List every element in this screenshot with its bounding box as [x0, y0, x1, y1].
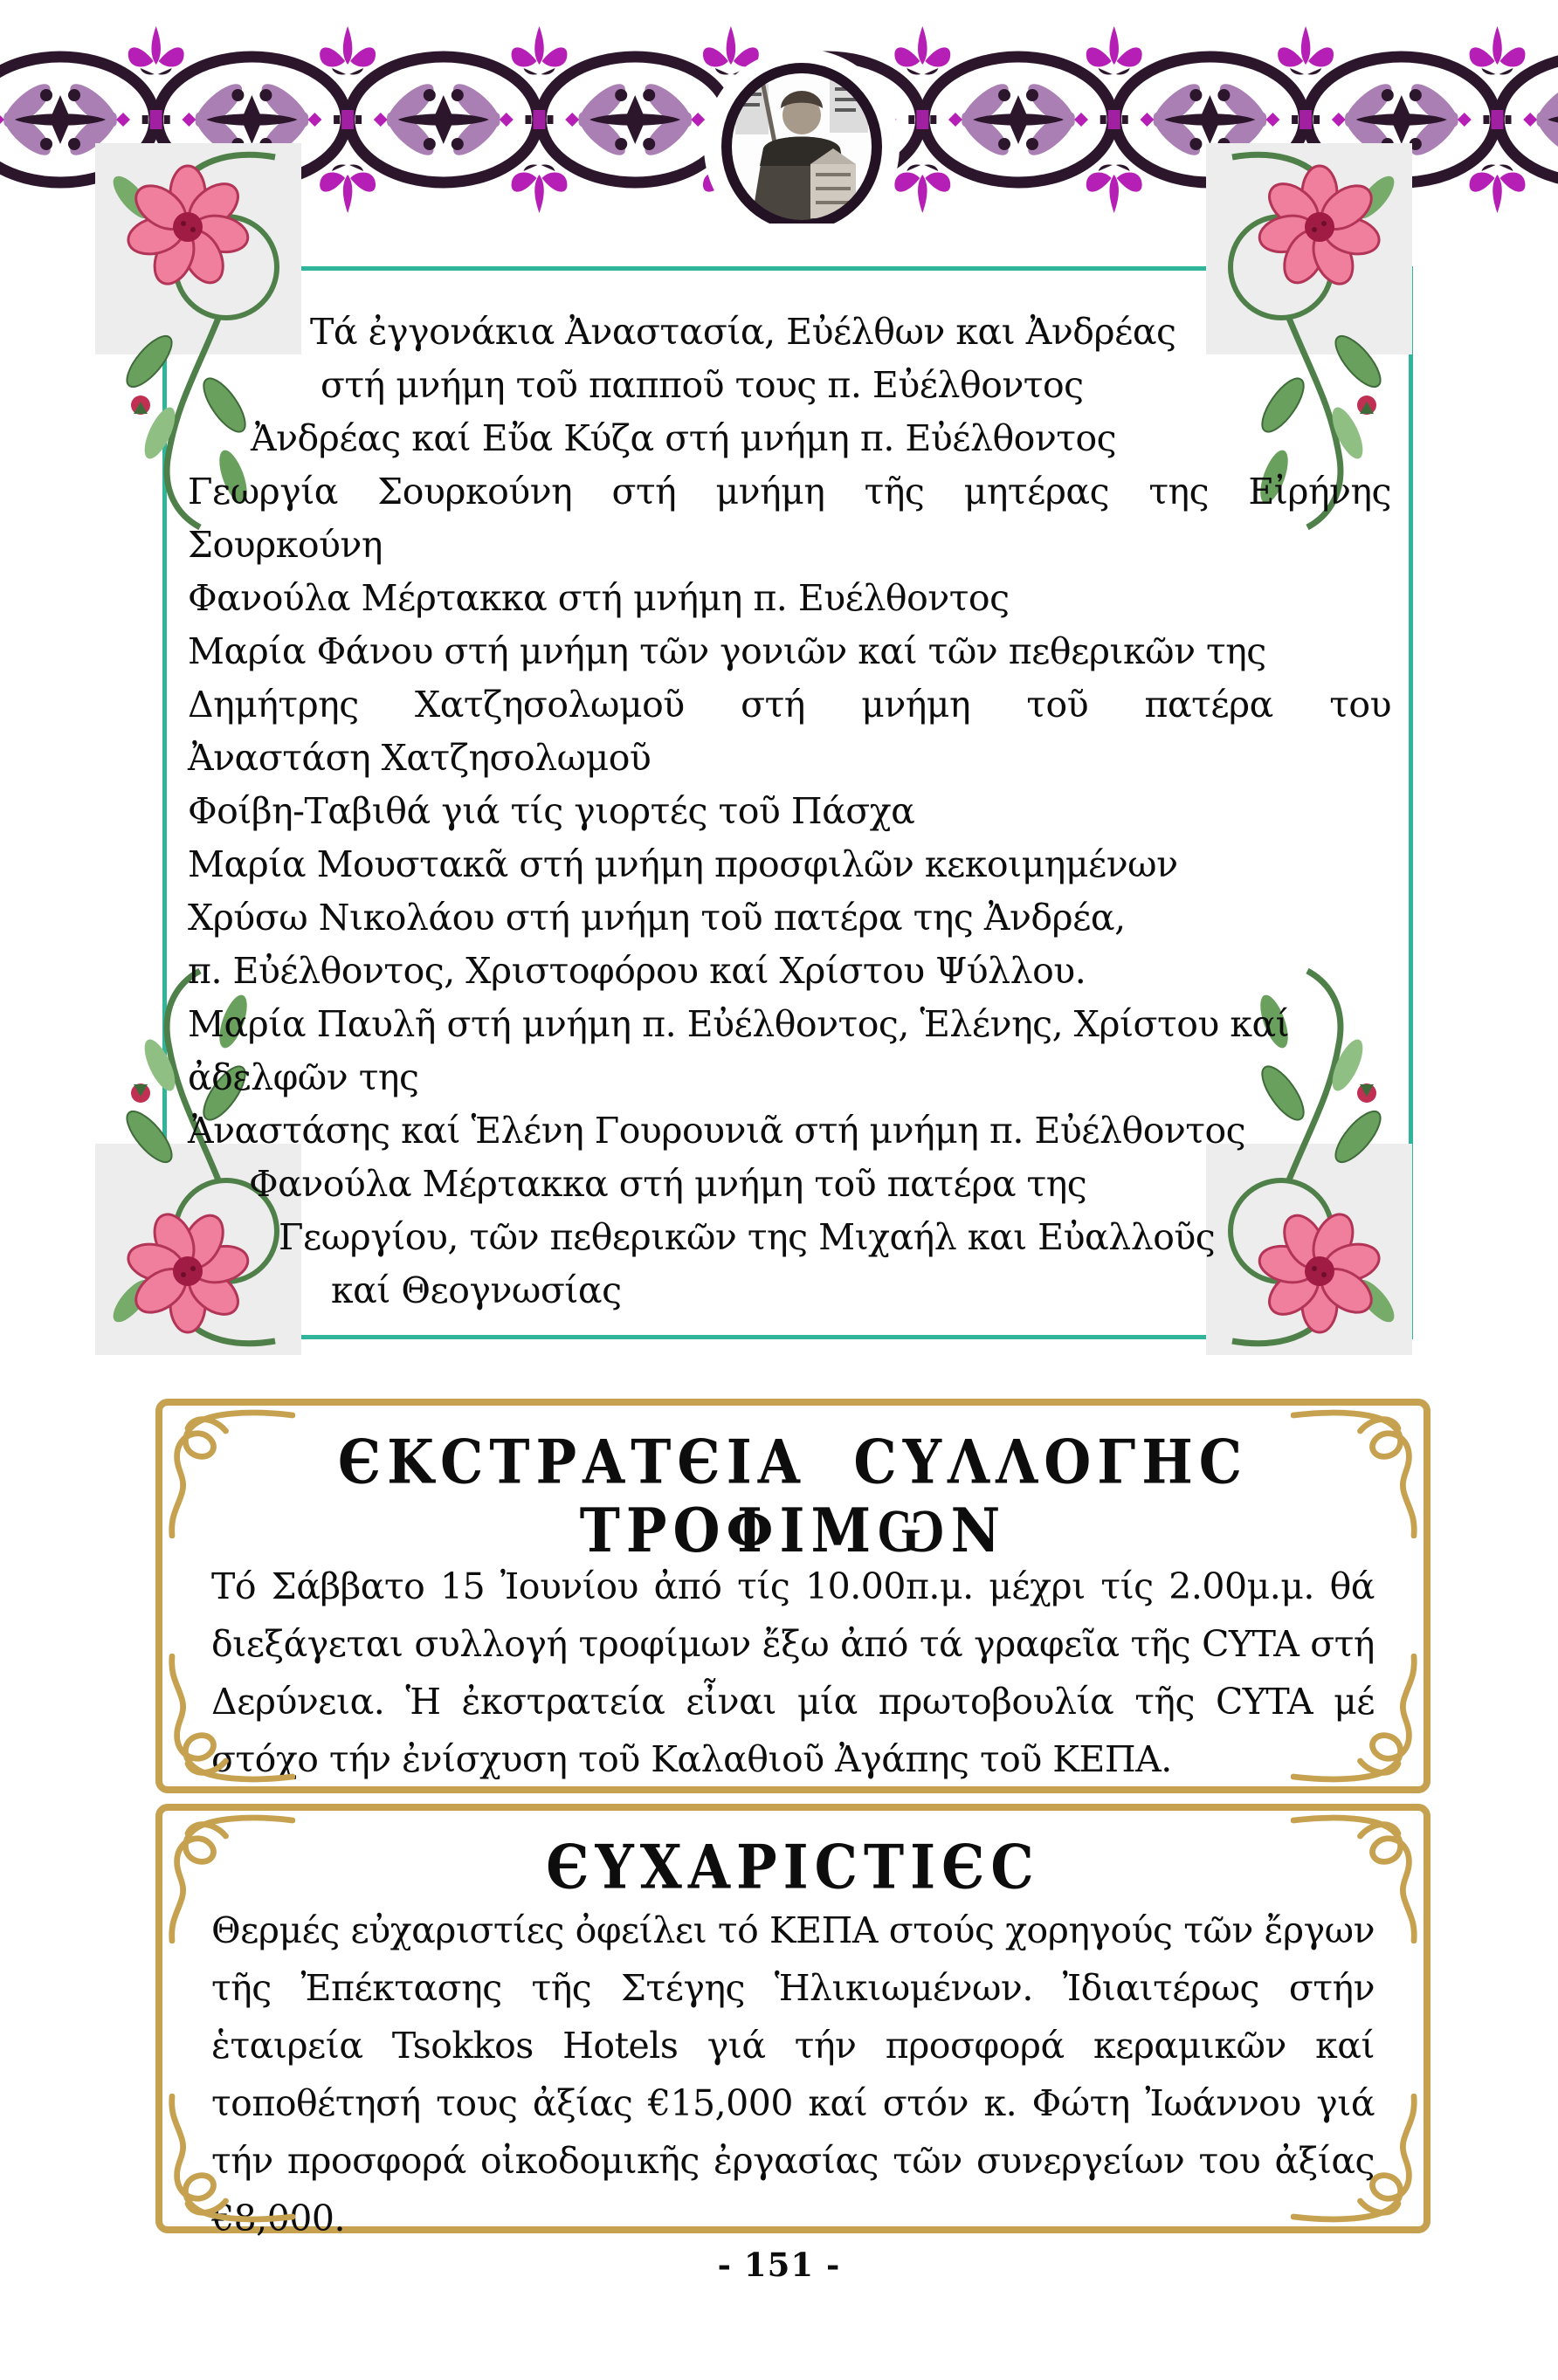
memorial-line: Μαρία Μουστακᾶ στή μνήμη προσφιλῶν κεκοιμημένων — [188, 843, 1178, 885]
memorial-box — [162, 266, 1413, 1339]
memorial-line: π. Εὐέλθοντος, Χριστοφόρου καί Χρίστου Ψύλλου. — [188, 950, 1086, 992]
thanks-box — [155, 1804, 1430, 2239]
memorial-line: Γεωργία Σουρκούνη στή μνήμη τῆς μητέρας της Εἰρήνης — [188, 471, 1391, 512]
memorial-line: Μαρία Φάνου στή μνήμη τῶν γονιῶν καί τῶν πεθερικῶν της — [188, 630, 1266, 672]
memorial-line: Ἀναστάσης καί Ἑλένη Γουρουνιᾶ στή μνήμη π. Εὐέλθοντος — [188, 1110, 1246, 1152]
page-number: - 151 - — [717, 2246, 841, 2284]
memorial-line: ἀδελφῶν της — [188, 1056, 419, 1098]
thanks-body-text: Θερμές εὐχαριστίες ὀφείλει τό ΚΕΠΑ στούς χορηγούς τῶν ἔργων τῆς Ἐπέκτασης τῆς Στέγης Ἡλικιωμένων. Ἰδιαιτέρως στήν ἑταιρεία Tsokkos Hotels γιά τήν προσφορά κεραμικῶν καί τοποθέτησή τους ἀξίας €15,000 καί στόν κ. Φώτη Ἰωάννου γιά τήν προσφορά οἰκοδομικῆς ἐργασίας τῶν συνεργείων του ἀξίας €8,000. — [211, 1909, 1375, 2239]
memorial-line: Γεωργίου, τῶν πεθερικῶν της Μιχαήλ και Εὐαλλοῦς — [279, 1216, 1216, 1258]
memorial-lines — [167, 271, 1409, 1317]
thanks-title: ЄΥΧΑΡΙCΤΙЄC — [546, 1831, 1040, 1903]
memorial-line: Χρύσω Νικολάου στή μνήμη τοῦ πατέρα της Ἀνδρέα, — [188, 897, 1126, 939]
memorial-line: Ἀνδρέας καί Εὔα Κύζα στή μνήμη π. Εὐέλθοντος — [251, 417, 1117, 459]
memorial-line: Τά ἐγγονάκια Ἀναστασία, Εὐέλθων και Ἀνδρέας — [310, 311, 1176, 353]
memorial-line: Ἀναστάση Χατζησολωμοῦ — [188, 737, 651, 779]
memorial-line: Μαρία Παυλῆ στή μνήμη π. Εὐέλθοντος, Ἑλένης, Χρίστου καί — [188, 1003, 1290, 1045]
memorial-line: Δημήτρης Χατζησολωμοῦ στή μνήμη τοῦ πατέρα του — [188, 684, 1391, 726]
memorial-line: Φανούλα Μέρτακκα στή μνήμη π. Ευέλθοντος — [188, 577, 1010, 619]
memorial-line: Σουρκούνη — [188, 524, 383, 566]
saint-medallion-icon — [704, 49, 900, 224]
memorial-line: Φανούλα Μέρτακκα στή μνήμη τοῦ πατέρα της — [249, 1163, 1087, 1205]
memorial-line: καί Θεογνωσίας — [331, 1269, 622, 1311]
memorial-line: Φοίβη-Ταβιθά γιά τίς γιορτές τοῦ Πάσχα — [188, 790, 915, 832]
food-campaign-box — [155, 1399, 1430, 1793]
campaign-title: ЄΚCΤΡΑΤЄΙΑ CΥΛΛΟΓΗC ΤΡΟΦΙΜѠΝ — [337, 1426, 1249, 1566]
memorial-line: στή μνήμη τοῦ παπποῦ τους π. Εὐέλθοντος — [321, 364, 1084, 406]
campaign-body-text: Τό Σάββατο 15 Ἰουνίου ἀπό τίς 10.00π.μ. μέχρι τίς 2.00μ.μ. θά διεξάγεται συλλογή τροφίμων ἔξω ἀπό τά γραφεῖα τῆς CYTA στή Δερύνεια. Ἡ ἐκστρατεία εἶναι μία πρωτοβουλία τῆς CYTA μέ στόχο τήν ἐνίσχυση τοῦ Καλαθιοῦ Ἀγάπης τοῦ ΚΕΠΑ. — [211, 1565, 1375, 1780]
